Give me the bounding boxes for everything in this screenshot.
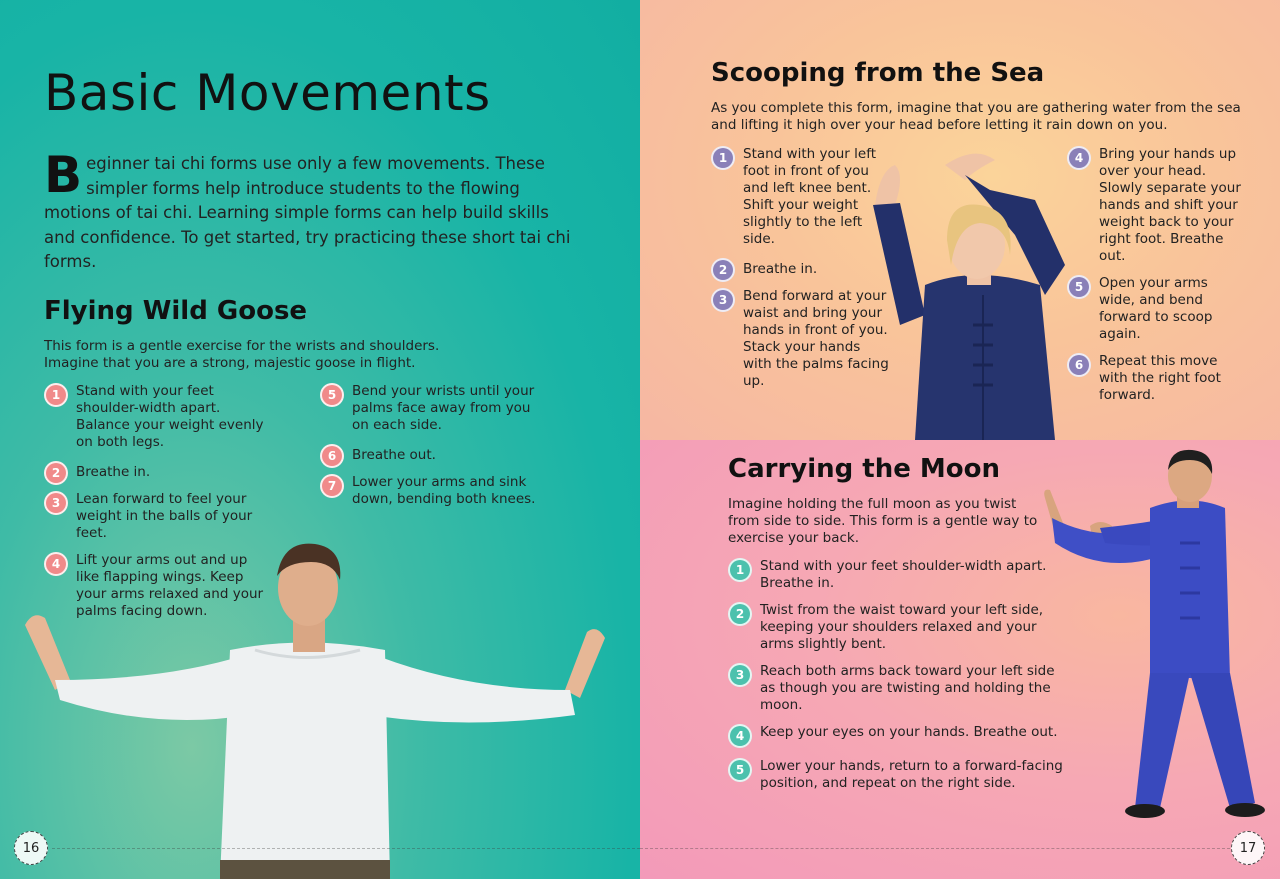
right-bottom-panel: [640, 440, 1280, 879]
step-number-badge: 1: [711, 146, 735, 170]
step-text: Bend forward at your waist and bring your hands in front of you. Stack your hands with the palms facing up.: [743, 288, 889, 389]
man-white-shirt-photo: [15, 540, 615, 879]
step-item: [711, 258, 891, 282]
scooping-description: As you complete this form, imagine that you are gathering water from the sea and lifting it high over your head before letting it rain down on you.: [711, 100, 1241, 133]
step-item: [728, 663, 1073, 714]
step-item: [711, 288, 891, 390]
intro-paragraph: [44, 146, 574, 275]
step-item: [728, 558, 1073, 592]
step-text: Stand with your feet shoulder-width apart. Breathe in.: [760, 558, 1047, 591]
scooping-steps-col1: [711, 146, 891, 390]
step-text: Bring your hands up over your head. Slowly separate your hands and shift your weight back to your right foot. Breathe out.: [1099, 146, 1241, 264]
step-text: Twist from the waist toward your left side, keeping your shoulders relaxed and your arms slightly bent.: [760, 602, 1044, 652]
man-blue-suit-photo: [1040, 448, 1265, 828]
step-item: [320, 444, 550, 468]
step-item: [320, 383, 550, 434]
flying-wild-goose-description: This form is a gentle exercise for the wrists and shoulders. Imagine that you are a strong, majestic goose in flight.: [44, 338, 440, 371]
scooping-title: Scooping from the Sea: [711, 58, 1045, 88]
page-number-right: 17: [1231, 831, 1265, 865]
step-item: [728, 724, 1073, 748]
step-number-badge: 3: [728, 663, 752, 687]
intro-text: eginner tai chi forms use only a few movements. These simpler forms help introduce students to the flowing motions of tai chi. Learning simple forms can help build skills and confidence. To get started, try practicing these short tai chi forms.: [44, 154, 571, 271]
step-text: Stand with your feet shoulder-width apart. Balance your weight evenly on both legs.: [76, 383, 264, 450]
step-number-badge: 2: [711, 258, 735, 282]
step-item: [44, 383, 274, 451]
page-title: Basic Movements: [44, 64, 491, 122]
flying-wild-goose-title: Flying Wild Goose: [44, 296, 308, 326]
step-number-badge: 3: [44, 491, 68, 515]
flying-wild-goose-steps-col2: [320, 383, 550, 508]
carrying-moon-title: Carrying the Moon: [728, 454, 1001, 484]
step-number-badge: 1: [44, 383, 68, 407]
step-text: Breathe out.: [352, 447, 436, 463]
step-item: [728, 758, 1073, 792]
woman-navy-outfit-photo: [865, 145, 1065, 440]
step-item: [44, 491, 274, 542]
carrying-moon-description: Imagine holding the full moon as you twist from side to side. This form is a gentle way to exercise your back.: [728, 496, 1038, 546]
step-text: Lower your arms and sink down, bending both knees.: [352, 474, 536, 507]
step-text: Lift your arms out and up like flapping wings. Keep your arms relaxed and your palms facing down.: [76, 552, 264, 619]
drop-cap: B: [44, 146, 83, 204]
step-item: [320, 474, 550, 508]
step-number-badge: 4: [1067, 146, 1091, 170]
step-text: Open your arms wide, and bend forward to scoop again.: [1099, 275, 1213, 342]
step-number-badge: 4: [44, 552, 68, 576]
step-text: Reach both arms back toward your left side as though you are twisting and holding the moon.: [760, 663, 1055, 713]
step-text: Bend your wrists until your palms face away from you on each side.: [352, 383, 535, 433]
step-text: Keep your eyes on your hands. Breathe out.: [760, 724, 1058, 740]
step-text: Breathe in.: [743, 261, 818, 277]
carrying-moon-steps: [728, 558, 1073, 792]
step-number-badge: 6: [1067, 353, 1091, 377]
right-top-panel: [640, 0, 1280, 440]
page-dotted-line: [52, 848, 640, 849]
step-text: Repeat this move with the right foot forward.: [1099, 353, 1221, 403]
step-item: [1067, 146, 1247, 265]
scooping-steps-col2: [1067, 146, 1247, 404]
step-number-badge: 5: [1067, 275, 1091, 299]
step-item: [728, 602, 1073, 653]
step-number-badge: 2: [728, 602, 752, 626]
step-number-badge: 2: [44, 461, 68, 485]
step-number-badge: 6: [320, 444, 344, 468]
page-number-left: 16: [14, 831, 48, 865]
step-number-badge: 5: [320, 383, 344, 407]
step-number-badge: 7: [320, 474, 344, 498]
step-text: Lower your hands, return to a forward-facing position, and repeat on the right side.: [760, 758, 1063, 791]
step-text: Stand with your left foot in front of you and left knee bent. Shift your weight slightly to the left side.: [743, 146, 876, 247]
step-number-badge: 1: [728, 558, 752, 582]
step-text: Lean forward to feel your weight in the balls of your feet.: [76, 491, 253, 541]
step-number-badge: 3: [711, 288, 735, 312]
step-item: [711, 146, 891, 248]
step-item: [44, 461, 274, 485]
page-dotted-line: [640, 848, 1230, 849]
step-number-badge: 4: [728, 724, 752, 748]
step-text: Breathe in.: [76, 464, 151, 480]
step-number-badge: 5: [728, 758, 752, 782]
step-item: [1067, 353, 1247, 404]
step-item: [1067, 275, 1247, 343]
